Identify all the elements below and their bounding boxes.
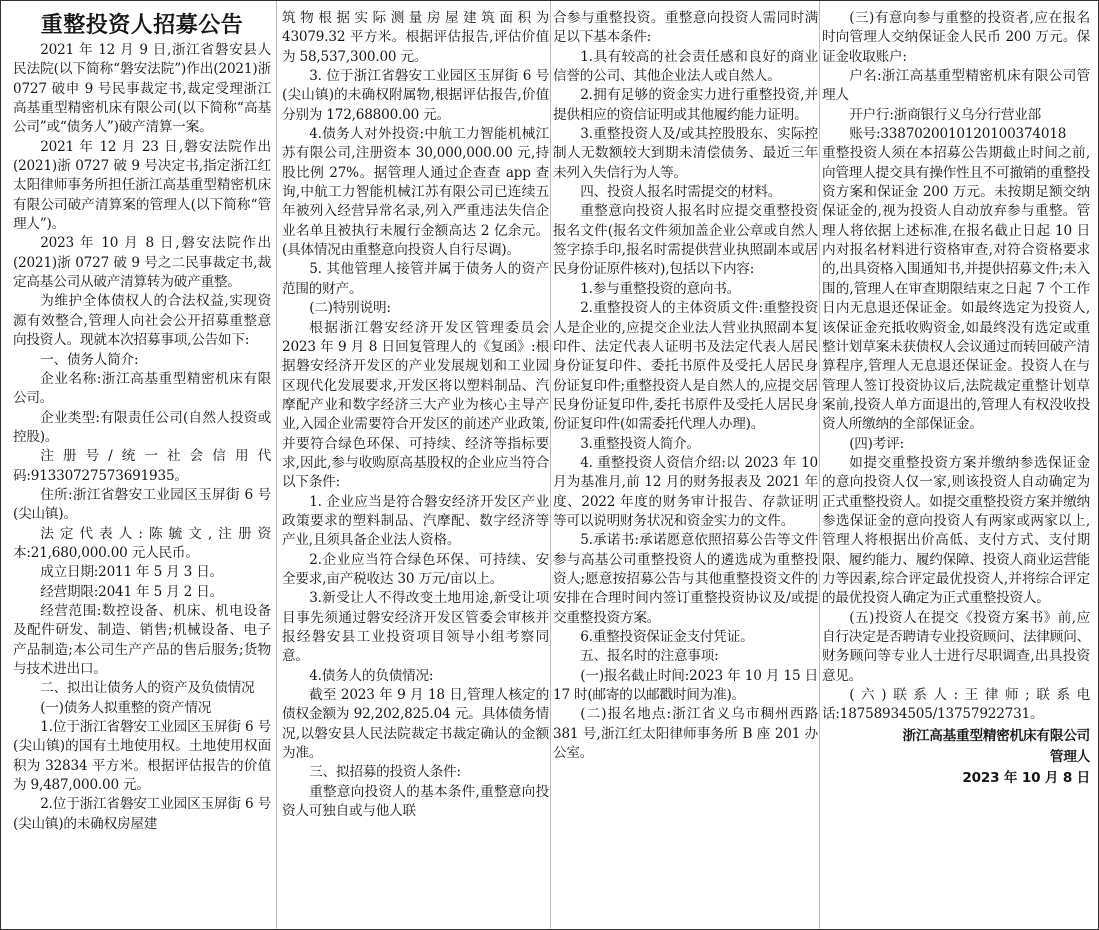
paragraph: 4.债务人对外投资:中航工力智能机械江苏有限公司,注册资本 30,000,000.00 元,持股比例 27%。据管理人通过企查查 app 查询,中航工力智能机械江苏有限公司已连续五年被列入经营异常名录,列入严重违法失信企业名单且被执行未履行金额高达 2 亿余元。(具体情况由重整意向投资人自行尽调)。 <box>282 126 549 259</box>
section-heading: 五、报名时的注意事项: <box>580 648 719 665</box>
sub-heading: (二)特别说明: <box>309 300 391 317</box>
paragraph: (二)报名地点:浙江省义乌市稠州西路 381 号,浙江红太阳律师事务所 B 座 201 办公室。 <box>553 706 818 762</box>
paragraph: 2.位于浙江省磐安工业园区玉屏街 6 号(尖山镇)的未确权房屋建 <box>13 796 271 832</box>
paragraph: 1. 企业应当是符合磐安经济开发区产业政策要求的塑料制品、汽摩配、数字经济等产业,且须具备企业法人资格。 <box>282 493 549 549</box>
paragraph: 企业名称:浙江高基重型精密机床有限公司。 <box>13 370 271 407</box>
paragraph: (三)有意向参与重整的投资者,应在报名时向管理人交纳保证金人民币 200 万元。保证金收取账户: <box>822 10 1090 65</box>
sub-heading: (一)债务人拟重整的资产情况 <box>40 699 212 716</box>
paragraph: 2021 年 12 月 23 日,磐安法院作出(2021)浙 0727 破 9 号决定书,指定浙江红太阳律师事务所担任浙江高基重型精密机床有限公司破产清算案的管理人(以下简称“管理人”)。 <box>13 138 271 233</box>
section-heading: 一、债务人简介: <box>40 351 139 368</box>
paragraph: 根据浙江磐安经济开发区管理委员会 2023 年 9 月 8 日回复管理人的《复函》:根据磐安经济开发区的产业发展规划和工业园区现代化发展要求,开发区将以塑料制品、汽摩配产业和数字经济三大产业为核心主导产业,入园企业需要符合开发区的前述产业政策,并要符合绿色环保、可持续、经济等指标要求,因此,参与收购原高基股权的企业应当符合以下条件: <box>282 319 549 491</box>
account-number: 账号:338702001012010037401​8 <box>849 126 1067 143</box>
section-heading: 二、拟出让债务人的资产及负债情况 <box>40 680 255 697</box>
paragraph: 1.参与重整投资的意向书。 <box>580 280 741 297</box>
paragraph: 注册号/统一社会信用代码:91330727573691935。 <box>13 448 271 484</box>
paragraph: 为维护全体债权人的合法权益,实现资源有效整合,管理人向社会公开招募重整意向投资人。现就本次招募事项,公告如下: <box>13 293 271 349</box>
paragraph: 经营范围:数控设备、机床、机电设备及配件研发、制造、销售;机械设备、电子产品制造;本公司生产产品的售后服务;货物与技术进出口。 <box>13 602 271 677</box>
contact-info: (六)联系人:王律师;联系电话:18758934505/13757922731。 <box>822 687 1090 723</box>
paragraph: 合参与重整投资。重整意向投资人需同时满足以下基本条件: <box>553 10 818 46</box>
paragraph: 重整投资人须在本招募公告期截止时间之前,向管理人提交具有操作性且不可撤销的重整投资方案和保证金 200 万元。未按期足额交纳保证金的,视为投资人自动放弃参与重整。管理人将依据上述标准,在报名截止日起 10 日内对报名材料进行资格审查,对符合资格要求的,出具资格入围通知书,并提供招募文件;未入围的,管理人在审查期限结束之日起 7 个工作日内无息退还保证金。如最终选定为投资人,该保证金充抵收购资金,如最终没有选定或重整计划草案未获债权人会议通过而转回破产清算程序,管理人无息退还保证金。投资人在与管理人签订投资协议后,法院裁定重整计划草案前,投资人单方面退出的,管理人有权没收投资人所缴纳的全部保证金。 <box>822 145 1090 433</box>
paragraph: 成立日期:2011 年 5 月 3 日。 <box>40 564 224 581</box>
sub-heading: (四)考评: <box>849 435 904 452</box>
column-4 <box>822 9 1090 923</box>
signature-date: 2023 年 10 月 8 日 <box>962 769 1090 786</box>
column-1 <box>13 9 271 923</box>
column-divider <box>819 1 820 929</box>
paragraph: 筑物根据实际测量房屋建筑面积为 43079.32 平方米。根据评估报告,评估价值为 58,537,300.00 元。 <box>282 10 549 65</box>
section-heading: 四、投资人报名时需提交的材料。 <box>580 184 782 201</box>
announcement-title: 重整投资人招募公告 <box>40 13 244 38</box>
paragraph: 重整意向投资人报名时应提交重整投资报名文件(报名文件须加盖企业公章或自然人签字捺手印,报名时需提供营业执照副本或居民身份证原件核对),包括以下内容: <box>553 203 818 278</box>
paragraph: 3.重整投资人及/或其控股股东、实际控制人无数额较大到期未清偿债务、最近三年未列入失信行为人等。 <box>553 126 818 181</box>
paragraph: 住所:浙江省磐安工业园区玉屏街 6 号(尖山镇)。 <box>13 486 271 523</box>
paragraph: 2.企业应当符合绿色环保、可持续、安全要求,亩产税收达 30 万元/亩以上。 <box>282 551 549 587</box>
sub-heading: 4.债务人的负债情况: <box>309 667 434 684</box>
paragraph: 2021 年 12 月 9 日,浙江省磐安县人民法院(以下简称“磐安法院”)作出(2021)浙 0727 破申 9 号民事裁定书,裁定受理浙江高基重型精密机床有限公司(以下简称“高基公司”或“债务人”)破产清算一案。 <box>13 42 271 136</box>
paragraph: 2.重整投资人的主体资质文件:重整投资人是企业的,应提交企业法人营业执照副本复印件、法定代表人证明书及法定代表人居民身份证复印件、委托书原件及受托人居民身份证复印件;重整投资人是自然人的,应提交居民身份证复印件,委托书原件及受托人居民身份证复印件(如需委托代理人办理)。 <box>553 300 818 433</box>
paragraph: 经营期限:2041 年 5 月 2 日。 <box>40 583 224 600</box>
paragraph: 4. 重整投资人资信介绍:以 2023 年 10 月为基准月,前 12 月的财务报表及 2021 年度、2022 年度的财务审计报告、存款证明等可以说明财务状况和资金实力的文件。 <box>553 454 818 529</box>
paragraph: 企业类型:有限责任公司(自然人投资或控股)。 <box>13 409 271 445</box>
paragraph: 2.拥有足够的资金实力进行重整投资,并提供相应的资信证明或其他履约能力证明。 <box>553 87 818 123</box>
paragraph: 1.位于浙江省磐安工业园区玉屏街 6 号(尖山镇)的国有土地使用权。土地使用权面积为 32834 平方米。根据评估报告的价值为 9,487,000.00 元。 <box>13 719 271 794</box>
paragraph: 6.重整投资保证金支付凭证。 <box>580 629 754 645</box>
paragraph: (五)投资人在提交《投资方案书》前,应自行决定是否聘请专业投资顾问、法律顾问、财务顾问等专业人士进行尽职调查,出具投资意见。 <box>822 609 1090 684</box>
signature-role: 管理人 <box>1049 748 1090 765</box>
paragraph: 截至 2023 年 9 月 18 日,管理人核定的债权金额为 92,202,825.04 元。具体债务情况,以磐安县人民法院裁定书裁定确认的金额为准。 <box>282 687 549 762</box>
paragraph: 5.承诺书:承诺愿意依照招募公告等文件参与高基公司重整投资人的遴选成为重整投资人;愿意按招募公告与其他重整投资文件的安排在合理时间内签订重整投资协议及/或提交重整投资方案。 <box>553 532 818 626</box>
paragraph: 如提交重整投资方案并缴纳参选保证金的意向投资人仅一家,则该投资人自动确定为正式重整投资人。如提交重整投资方案并缴纳参选保证金的意向投资人有两家或两家以上,管理人将根据出价高低、支付方式、支付期限、履约能力、履约保障、投资人商业运营能力等因素,综合评定最优投资人,并将综合评定的最优投资人确定为正式重整投资人。 <box>822 454 1090 607</box>
paragraph: 法定代表人:陈毓文,注册资本:21,680,000.00 元人民币。 <box>13 525 271 561</box>
paragraph: 5. 其他管理人接管并属于债务人的资产范围的财产。 <box>282 261 549 297</box>
paragraph: 3. 位于浙江省磐安工业园区玉屏街 6 号(尖山镇)的未确权附属物,根据评估报告,价值分别为 172,68800.00 元。 <box>282 68 549 123</box>
paragraph: 重整意向投资人的基本条件,重整意向投资人可独自或与他人联 <box>282 783 549 820</box>
paragraph: (一)报名截止时间:2023 年 10 月 15 日 17 时(邮寄的以邮戳时间为准)。 <box>553 667 818 704</box>
paragraph: 2023 年 10 月 8 日,磐安法院作出(2021)浙 0727 破 9 号之二民事裁定书,裁定高基公司从破产清算转为破产重整。 <box>13 235 271 291</box>
section-heading: 三、拟招募的投资人条件: <box>309 764 461 781</box>
account-name: 户名:浙江高基重型精密机床有限公司管理人 <box>822 68 1090 104</box>
column-divider <box>276 1 277 929</box>
paragraph: 3.重整投资人简介。 <box>580 435 700 452</box>
signature-company: 浙江高基重型精密机床有限公司 <box>902 727 1090 744</box>
paragraph: 1.具有较高的社会责任感和良好的商业信誉的公司、其他企业法人或自然人。 <box>553 48 818 85</box>
column-2 <box>282 9 549 923</box>
column-divider <box>550 1 551 929</box>
paragraph: 3.新受让人不得改变土地用途,新受让项目事先须通过磐安经济开发区管委会审核并报经磐安县工业投资项目领导小组考察同意。 <box>282 590 549 665</box>
account-bank: 开户行:浙商银行义乌分行营业部 <box>849 106 1042 123</box>
column-3 <box>553 9 818 923</box>
